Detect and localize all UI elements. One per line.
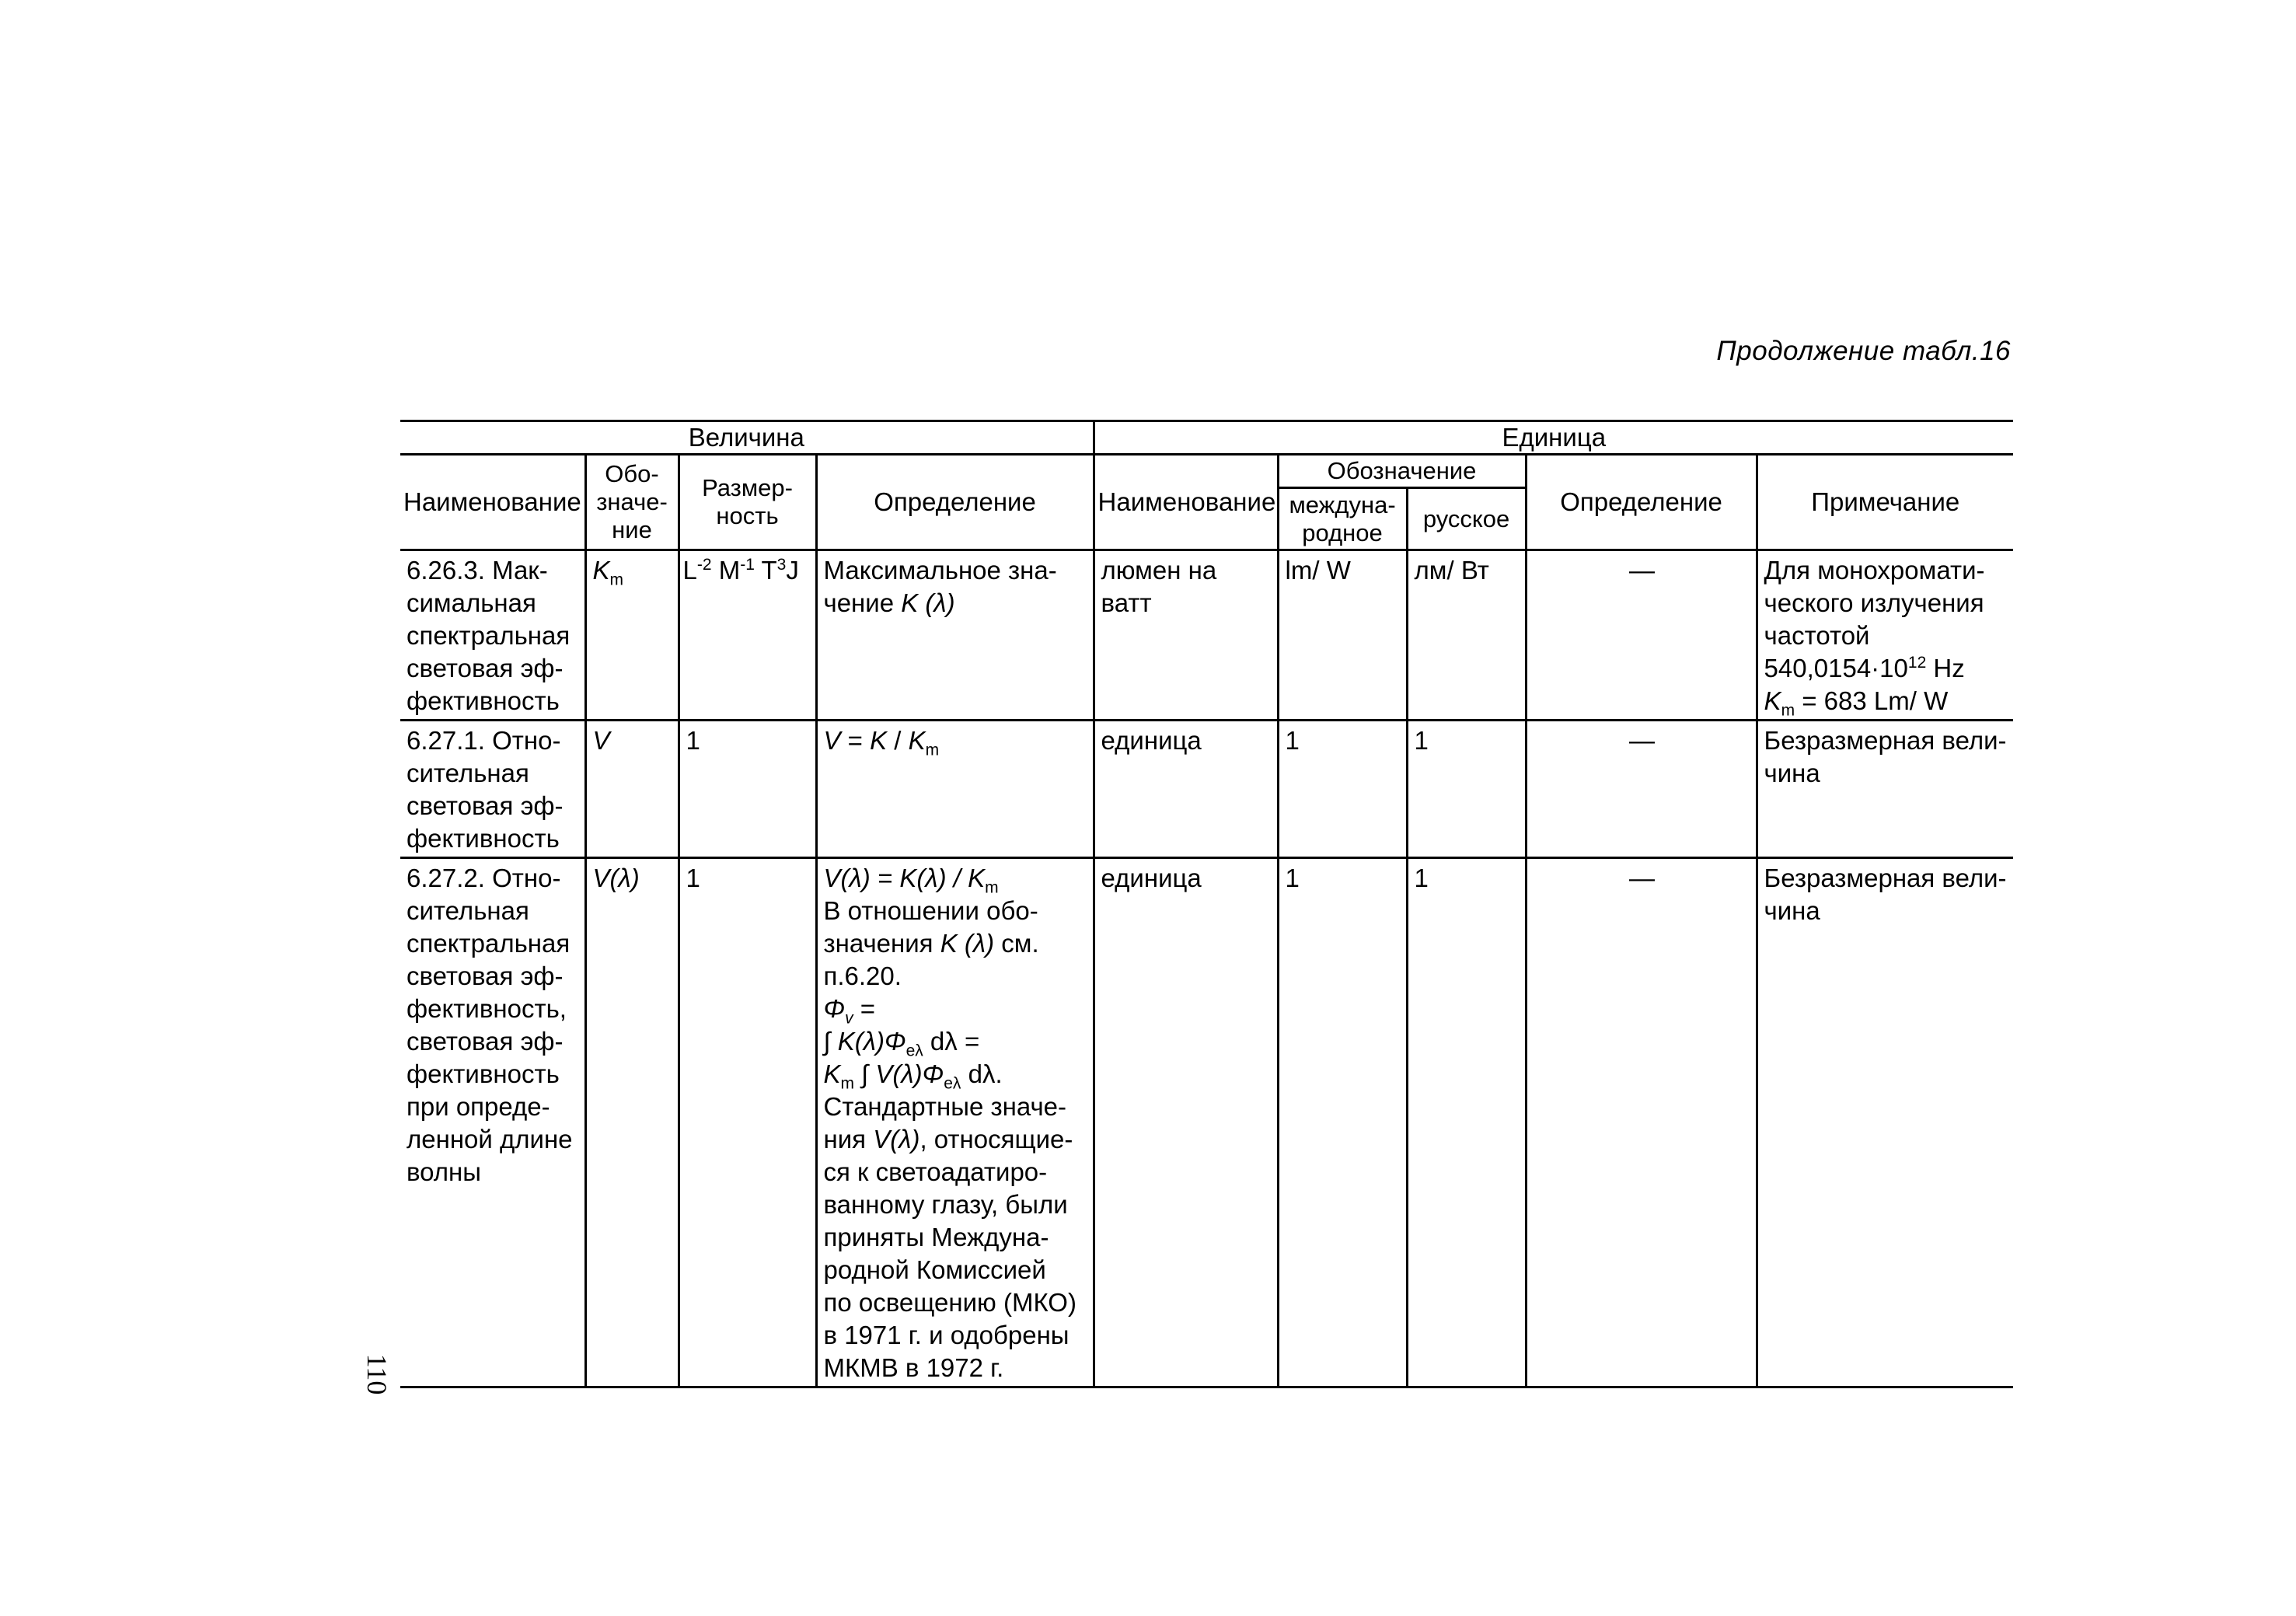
- note-cell: Безразмерная вели- чина: [1757, 721, 2013, 858]
- unit-name-cell: единица: [1094, 858, 1278, 1387]
- note-cell: Безразмерная вели- чина: [1757, 858, 2013, 1387]
- unit-definition-cell: —: [1526, 721, 1757, 858]
- unit-russian-cell: 1: [1407, 721, 1526, 858]
- page-number: 110: [361, 1353, 393, 1395]
- quantity-symbol-cell: V(λ): [585, 858, 679, 1387]
- header-unit-group: Единица: [1094, 421, 2013, 455]
- note-cell: Для монохромати- ческого излучения частотой $540,0154\cdot 10^{12}$ Hz $K_m = 683$ Lm/ W: [1757, 550, 2013, 721]
- unit-russian-cell: 1: [1407, 858, 1526, 1387]
- table-row: [400, 858, 2013, 1387]
- quantity-definition-cell: Максимальное зна- чение K (λ): [816, 550, 1094, 721]
- quantity-dimension-cell: 1: [679, 858, 816, 1387]
- table-row: [400, 550, 2013, 721]
- header-unit-name: Наименование: [1094, 455, 1278, 550]
- header-quantity-dimension: Размер- ность: [679, 455, 816, 550]
- unit-definition-cell: —: [1526, 858, 1757, 1387]
- quantity-symbol-cell: $K_m$: [585, 550, 679, 721]
- unit-international-cell: 1: [1278, 721, 1407, 858]
- unit-name-cell: единица: [1094, 721, 1278, 858]
- header-designation-russian: русское: [1407, 488, 1526, 550]
- unit-name-cell: люмен на ватт: [1094, 550, 1278, 721]
- quantity-definition-cell: $V = K / K_m$: [816, 721, 1094, 858]
- quantity-dimension-cell: 1: [679, 721, 816, 858]
- header-note: Примечание: [1757, 455, 2013, 550]
- header-quantity-group: Величина: [400, 421, 1094, 455]
- quantity-name-cell: 6.27.2. Отно- сительная спектральная световая эф- фективность, световая эф- фективность при опреде- ленной длине волны: [400, 858, 585, 1387]
- quantity-dimension-cell: $L^{-2}$ $M^{-1}$ $T^3J$: [679, 550, 816, 721]
- quantities-table: [400, 420, 2013, 1388]
- unit-definition-cell: —: [1526, 550, 1757, 721]
- header-quantity-symbol: Обо- значе- ние: [585, 455, 679, 550]
- unit-international-cell: 1: [1278, 858, 1407, 1387]
- quantity-symbol-cell: V: [585, 721, 679, 858]
- unit-russian-cell: лм/ Вт: [1407, 550, 1526, 721]
- header-unit-definition: Определение: [1526, 455, 1757, 550]
- header-quantity-name: Наименование: [400, 455, 585, 550]
- header-unit-designation: Обозначение: [1278, 455, 1526, 488]
- table-row: [400, 721, 2013, 858]
- quantity-name-cell: 6.27.1. Отно- сительная световая эф- фективность: [400, 721, 585, 858]
- table-caption: Продолжение табл.16: [1716, 336, 2011, 366]
- unit-international-cell: lm/ W: [1278, 550, 1407, 721]
- header-designation-international: междуна- родное: [1278, 488, 1407, 550]
- quantity-definition-cell: $V(\lambda) = K(\lambda) / K_m$ В отношении обо- значения K (λ) см. п.6.20. $\Phi_v$ = ∫ $K(\lambda)\Phi_{e\lambda}$ dλ = $K_m$ ∫ $V(\lambda)\Phi_{e\lambda}$ dλ. Стандартные значе- ния V(λ), относящие- ся к светоадатиро- ванному глазу, были приняты Междуна- родной Комиссией по освещению (МКО) в 1971 г. и одобрены МКМВ в 1972 г.: [816, 858, 1094, 1387]
- quantity-name-cell: 6.26.3. Мак- симальная спектральная световая эф- фективность: [400, 550, 585, 721]
- header-quantity-definition: Определение: [816, 455, 1094, 550]
